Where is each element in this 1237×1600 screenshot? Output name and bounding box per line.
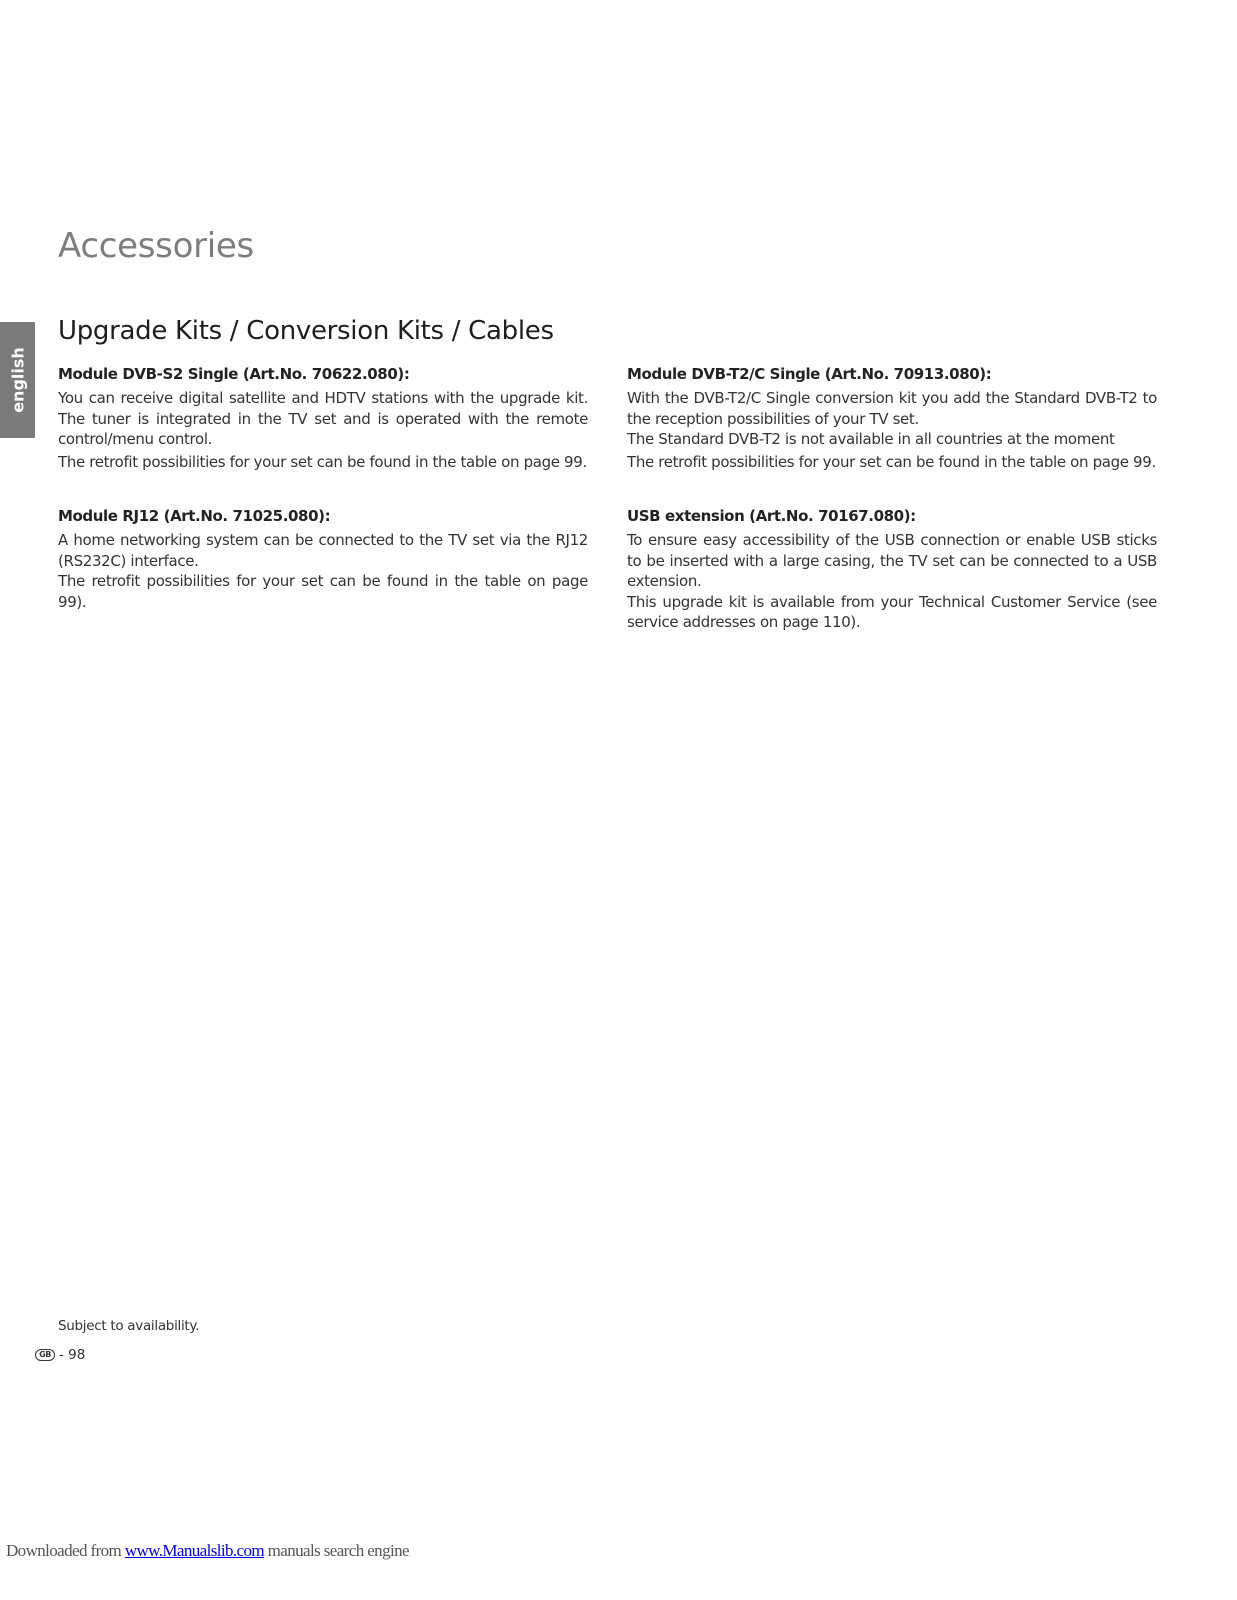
module-dvb-t2c-heading: Module DVB-T2/C Single (Art.No. 70913.080): [627, 365, 992, 383]
download-banner [6, 1541, 409, 1561]
module-rj12-text-2: The retrofit possibilities for your set can be found in the table on page 99). [58, 572, 588, 611]
usb-extension [627, 507, 1157, 633]
usb-extension-text-2: This upgrade kit is available from your Technical Customer Service (see service addresses on page 110). [627, 592, 1157, 631]
module-dvb-s2 [58, 365, 588, 472]
download-prefix: Downloaded from [6, 1541, 122, 1560]
module-dvb-s2-heading: Module DVB-S2 Single (Art.No. 70622.080): [58, 365, 410, 383]
module-dvb-t2c-text-2: The Standard DVB-T2 is not available in all countries at the moment [627, 430, 1115, 448]
module-dvb-s2-text-2: The retrofit possibilities for your set can be found in the table on page 99. [58, 452, 587, 471]
manualslib-link[interactable]: www.Manualslib.com [124, 1541, 265, 1560]
module-rj12 [58, 507, 588, 612]
usb-extension-text-1: To ensure easy accessibility of the USB connection or enable USB sticks to be inserted with a large casing, the TV set can be connected to a USB extension. [627, 531, 1157, 590]
page-number: - 98 [59, 1347, 86, 1363]
page-footer [35, 1347, 85, 1363]
usb-extension-heading: USB extension (Art.No. 70167.080): [627, 507, 916, 525]
page-title: Accessories [58, 226, 254, 266]
section-title: Upgrade Kits / Conversion Kits / Cables [58, 316, 554, 346]
language-tab-label: english [8, 347, 27, 413]
module-dvb-s2-text-1: You can receive digital satellite and HDTV stations with the upgrade kit. The tuner is integrated in the TV set and is operated with the remote control/menu control. [58, 389, 588, 448]
module-rj12-heading: Module RJ12 (Art.No. 71025.080): [58, 507, 331, 525]
module-dvb-t2c [627, 365, 1157, 472]
language-tab [0, 322, 35, 438]
module-dvb-t2c-text-1: With the DVB-T2/C Single conversion kit you add the Standard DVB-T2 to the reception possibilities of your TV set. [627, 389, 1157, 428]
availability-note: Subject to availability. [58, 1318, 200, 1334]
gb-country-icon: GB [35, 1349, 55, 1361]
module-rj12-text-1: A home networking system can be connected to the TV set via the RJ12 (RS232C) interface. [58, 531, 588, 570]
download-suffix: manuals search engine [267, 1541, 409, 1560]
module-dvb-t2c-text-3: The retrofit possibilities for your set can be found in the table on page 99. [627, 452, 1156, 471]
